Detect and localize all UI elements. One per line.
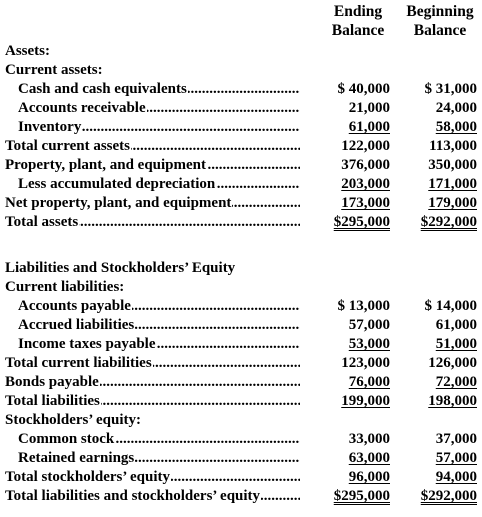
row-label-text: Total stockholders’ equity (5, 469, 171, 485)
row-label-text: Accounts receivable (18, 100, 146, 116)
statement-row (0, 80, 482, 99)
row-label (18, 175, 300, 194)
row-label-text: Assets: (5, 43, 50, 59)
statement-row (0, 259, 482, 278)
ending-balance-value: 203,000 (341, 176, 390, 192)
ending-balance-value: 199,000 (341, 393, 390, 409)
row-label (18, 297, 300, 316)
beginning-balance-cell (405, 213, 477, 232)
beginning-balance-cell (405, 194, 477, 213)
row-label-text: Total liabilities and stockholders’ equity (5, 488, 261, 504)
ending-balance-cell (322, 297, 390, 316)
ending-balance-value: 173,000 (341, 195, 390, 211)
row-label (5, 156, 300, 175)
statement-row (0, 156, 482, 175)
statement-row (0, 61, 482, 80)
beginning-balance-cell (405, 468, 477, 487)
ending-balance-value: 63,000 (348, 450, 390, 466)
row-label-text: Total liabilities (5, 393, 100, 409)
ending-balance-cell (322, 468, 390, 487)
row-label (5, 373, 300, 392)
beginning-balance-value: 350,000 (428, 157, 477, 173)
ending-balance-value: $ 13,000 (337, 298, 390, 314)
beginning-balance-cell (405, 99, 477, 118)
beginning-balance-cell (405, 392, 477, 411)
statement-row (0, 42, 482, 61)
beginning-balance-cell (405, 354, 477, 373)
beginning-balance-value: $ 14,000 (424, 298, 477, 314)
beginning-balance-value: 57,000 (435, 450, 477, 466)
statement-row (0, 278, 482, 297)
ending-balance-value: 53,000 (348, 336, 390, 352)
beginning-balance-cell (405, 449, 477, 468)
ending-balance-cell (322, 335, 390, 354)
statement-row (0, 137, 482, 156)
ending-balance-cell (322, 392, 390, 411)
beginning-balance-cell (405, 156, 477, 175)
ending-balance-value: 123,000 (341, 355, 390, 371)
ending-balance-value: $295,000 (333, 488, 390, 504)
statement-row (0, 487, 482, 506)
statement-row (0, 99, 482, 118)
beginning-balance-value: 51,000 (435, 336, 477, 352)
ending-balance-cell (322, 373, 390, 392)
beginning-balance-value: $292,000 (420, 214, 477, 230)
ending-balance-value: 21,000 (348, 100, 390, 116)
row-label-text: Retained earnings (18, 450, 135, 466)
row-label-text: Cash and cash equivalents (18, 81, 187, 97)
ending-balance-value: 76,000 (348, 374, 390, 390)
statement-row (0, 354, 482, 373)
row-label (5, 61, 104, 80)
beginning-balance-cell (405, 335, 477, 354)
statement-row (0, 335, 482, 354)
beginning-balance-value: 171,000 (428, 176, 477, 192)
beginning-balance-cell (405, 373, 477, 392)
beginning-balance-value: 37,000 (435, 431, 477, 447)
row-label (5, 259, 236, 278)
beginning-balance-value: 72,000 (435, 374, 477, 390)
beginning-balance-value: $ 31,000 (424, 81, 477, 97)
row-label (18, 316, 300, 335)
row-label-text: Stockholders’ equity: (5, 412, 141, 428)
row-label-text: Accrued liabilities (18, 317, 135, 333)
row-label (5, 137, 300, 156)
statement-row (0, 316, 482, 335)
beginning-header-line1: Beginning (406, 3, 474, 20)
beginning-balance-cell (405, 297, 477, 316)
beginning-balance-cell (405, 137, 477, 156)
statement-row (0, 468, 482, 487)
row-label (18, 430, 300, 449)
ending-balance-cell (322, 80, 390, 99)
statement-row (0, 449, 482, 468)
row-label-text: Income taxes payable (18, 336, 156, 352)
row-label-text: Current liabilities: (5, 279, 125, 295)
row-label-text: Accounts payable (18, 298, 131, 314)
ending-balance-value: $295,000 (333, 214, 390, 230)
beginning-balance-value: 198,000 (428, 393, 477, 409)
beginning-balance-value: 126,000 (428, 355, 477, 371)
beginning-balance-cell (405, 80, 477, 99)
statement-row (0, 213, 482, 232)
ending-balance-cell (322, 354, 390, 373)
beginning-balance-cell (405, 175, 477, 194)
row-label (5, 392, 300, 411)
beginning-balance-value: 94,000 (435, 469, 477, 485)
beginning-balance-cell (405, 430, 477, 449)
row-label-text: Common stock (18, 431, 115, 447)
row-label (5, 213, 300, 232)
ending-balance-value: 33,000 (348, 431, 390, 447)
row-label-text: Net property, plant, and equipment (5, 195, 232, 211)
ending-balance-header (318, 2, 398, 40)
row-label-text: Bonds payable (5, 374, 99, 390)
beginning-balance-value: 61,000 (435, 317, 477, 333)
beginning-balance-value: $292,000 (420, 488, 477, 504)
statement-row (0, 194, 482, 213)
statement-row (0, 411, 482, 430)
row-label (5, 487, 300, 506)
row-label (18, 449, 300, 468)
beginning-header-line2: Balance (413, 22, 467, 39)
row-label (18, 118, 300, 137)
ending-balance-cell (322, 316, 390, 335)
ending-balance-value: 376,000 (341, 157, 390, 173)
row-label-text: Property, plant, and equipment (5, 157, 206, 173)
beginning-balance-value: 58,000 (435, 119, 477, 135)
ending-balance-cell (322, 175, 390, 194)
ending-balance-cell (322, 487, 390, 506)
beginning-balance-cell (405, 118, 477, 137)
beginning-balance-value: 24,000 (435, 100, 477, 116)
row-label (18, 80, 300, 99)
row-label-text: Less accumulated depreciation (18, 176, 216, 192)
row-label (5, 411, 142, 430)
statement-row (0, 430, 482, 449)
row-label-text: Total assets (5, 214, 79, 230)
row-label (5, 354, 300, 373)
ending-balance-cell (322, 449, 390, 468)
beginning-balance-cell (405, 487, 477, 506)
statement-row (0, 297, 482, 316)
row-label (5, 42, 51, 61)
ending-balance-cell (322, 194, 390, 213)
ending-balance-value: 96,000 (348, 469, 390, 485)
row-label (18, 335, 300, 354)
ending-balance-cell (322, 156, 390, 175)
statement-row (0, 118, 482, 137)
row-label-text: Total current assets (5, 138, 130, 154)
beginning-balance-value: 113,000 (429, 138, 477, 154)
ending-balance-value: $ 40,000 (337, 81, 390, 97)
ending-balance-cell (322, 99, 390, 118)
ending-balance-value: 61,000 (348, 119, 390, 135)
ending-balance-cell (322, 118, 390, 137)
row-label (5, 278, 125, 297)
row-label-text: Inventory (18, 119, 82, 135)
ending-balance-cell (322, 213, 390, 232)
row-label-text: Liabilities and Stockholders’ Equity (5, 260, 236, 276)
statement-row (0, 373, 482, 392)
row-label (5, 468, 300, 487)
beginning-balance-cell (405, 316, 477, 335)
row-label (5, 194, 300, 213)
statement-row (0, 392, 482, 411)
row-label-text: Total current liabilities (5, 355, 152, 371)
ending-balance-cell (322, 430, 390, 449)
statement-row (0, 175, 482, 194)
ending-balance-cell (322, 137, 390, 156)
ending-header-line2: Balance (331, 22, 385, 39)
ending-header-line1: Ending (333, 3, 383, 20)
beginning-balance-header (398, 2, 482, 40)
row-label-text: Current assets: (5, 62, 103, 78)
row-label (18, 99, 300, 118)
ending-balance-value: 57,000 (348, 317, 390, 333)
beginning-balance-value: 179,000 (428, 195, 477, 211)
ending-balance-value: 122,000 (341, 138, 390, 154)
